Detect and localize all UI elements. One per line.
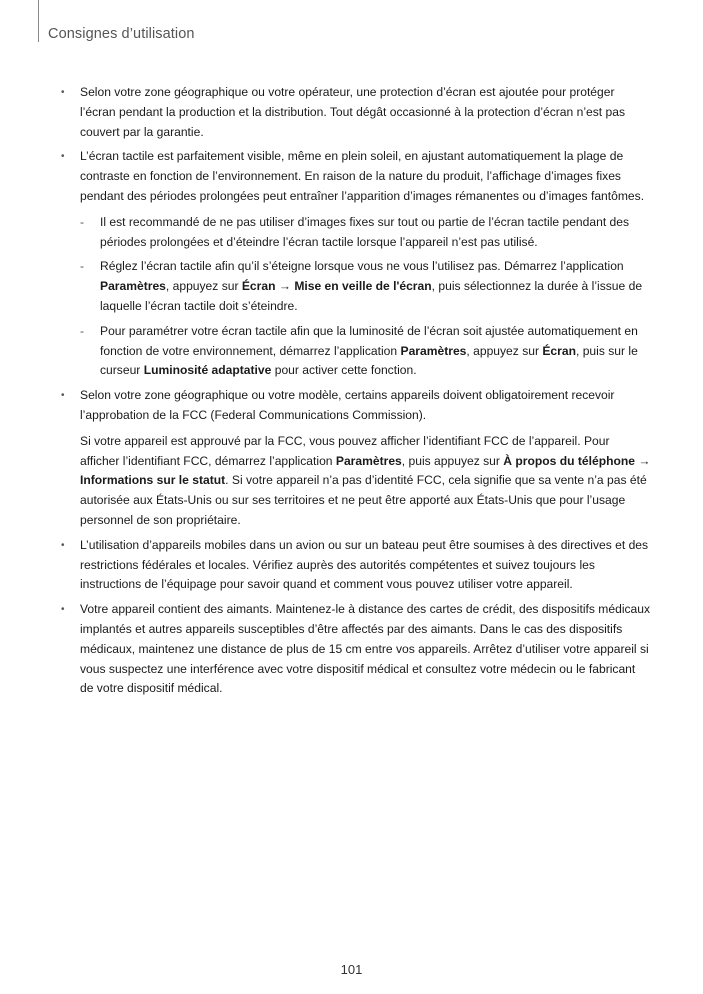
- sub-list-item: [80, 213, 652, 253]
- sub-list-item: [80, 257, 652, 316]
- document-body: [60, 83, 652, 704]
- bullet-marker: •: [61, 539, 65, 551]
- dash-marker: -: [80, 214, 85, 229]
- sub-list: [80, 213, 652, 381]
- text-segment: . Si votre appareil n’a pas d’identité FCC, cela signifie que sa vente n’a pas été autorisée aux États-Unis ou sur ses territoires et ne peut être apporté aux États-Unis que pour l’usage personnel de son propriétaire.: [80, 473, 647, 527]
- bold-term: Informations sur le statut: [80, 473, 226, 488]
- dash-marker: -: [80, 323, 85, 338]
- text-segment: L’utilisation d’appareils mobiles dans un avion ou sur un bateau peut être soumises à des directives et des restrictions fédérales et locales. Vérifiez auprès des autorités compétentes et suivez toujours les instructions de l’équipage pour savoir quand et comment vous pouvez utiliser votre appareil.: [80, 537, 649, 592]
- text-segment: →: [275, 279, 295, 294]
- text-segment: Il est recommandé de ne pas utiliser d’images fixes sur tout ou partie de l’écran tactile pendant des périodes prolongées et d’éteindre l’écran tactile lorsque l’appareil n’est pas utilisé.: [100, 214, 630, 249]
- text-segment: , puis appuyez sur: [401, 453, 504, 468]
- text-segment: , appuyez sur: [466, 343, 543, 358]
- bold-term: Paramètres: [335, 453, 402, 468]
- bold-term: Luminosité adaptative: [143, 363, 272, 378]
- text-segment: , puis sur le curseur: [100, 343, 638, 378]
- list-item: [60, 147, 652, 381]
- paragraph: [80, 147, 652, 206]
- text-segment: Réglez l’écran tactile afin qu’il s’éteigne lorsque vous ne vous l’utilisez pas. Démarrez l’application: [100, 259, 624, 274]
- bullet-marker: •: [61, 604, 65, 616]
- sub-list-item: [80, 322, 652, 381]
- bullet-marker: •: [61, 151, 65, 163]
- header-divider: [38, 0, 39, 42]
- bold-term: Paramètres: [100, 279, 166, 294]
- page-number: 101: [340, 962, 363, 977]
- dash-marker: -: [80, 259, 85, 274]
- list-item: [60, 386, 652, 531]
- text-segment: L’écran tactile est parfaitement visible, même en plein soleil, en ajustant automatiquement la plage de contraste en fonction de l’environnement. En raison de la nature du produit, l’affichage d’images fixes pendant des périodes prolongées peut entraîner l’apparition d’images rémanentes ou d’images fantômes.: [80, 149, 645, 203]
- paragraph: [80, 83, 652, 142]
- bullet-marker: •: [61, 390, 65, 402]
- list-item: [60, 83, 652, 142]
- bold-term: Mise en veille de l'écran: [294, 279, 432, 294]
- bullet-list: [60, 83, 652, 699]
- text-segment: Selon votre zone géographique ou votre modèle, certains appareils doivent obligatoirement recevoir l’approbation de la FCC (Federal Communications Commission).: [80, 388, 615, 422]
- bold-term: À propos du téléphone: [503, 453, 635, 468]
- text-segment: Votre appareil contient des aimants. Maintenez-le à distance des cartes de crédit, des dispositifs médicaux implantés et autres appareils susceptibles d’être affectés par des aimants. Dans le cas des dispositifs médicaux, maintenez une distance de plus de 15 cm entre vos appareils. Arrêtez d’utiliser votre appareil si vous suspectez une interférence avec votre dispositif médical et consultez votre médecin ou le fabricant de votre dispositif médical.: [80, 602, 651, 696]
- bold-term: Paramètres: [400, 343, 467, 358]
- list-item: [60, 600, 652, 699]
- paragraph: [80, 536, 652, 595]
- text-segment: , puis sélectionnez la durée à l’issue de laquelle l’écran tactile doit s’éteindre.: [100, 279, 643, 313]
- text-segment: , appuyez sur: [165, 279, 242, 294]
- bold-term: Écran: [542, 343, 576, 358]
- bullet-marker: •: [61, 87, 65, 98]
- text-segment: Selon votre zone géographique ou votre opérateur, une protection d’écran est ajoutée pour protéger l’écran pendant la production et la distribution. Tout dégât occasionné à la protection d’écran n’est pas couvert par la garantie.: [80, 85, 626, 139]
- paragraph: [80, 432, 652, 531]
- bold-term: Écran: [241, 279, 276, 294]
- paragraph: [80, 386, 652, 426]
- page-header-title: Consignes d’utilisation: [48, 26, 195, 42]
- text-segment: pour activer cette fonction.: [271, 363, 417, 378]
- paragraph: [80, 600, 652, 699]
- text-segment: Si votre appareil est approuvé par la FCC, vous pouvez afficher l’identifiant FCC de l’appareil. Pour afficher l’identifiant FCC, démarrez l’application: [80, 433, 610, 468]
- text-segment: Pour paramétrer votre écran tactile afin que la luminosité de l’écran soit ajustée automatiquement en fonction de votre environnement, démarrez l’application: [100, 323, 638, 358]
- text-segment: →: [634, 453, 651, 468]
- list-item: [60, 536, 652, 595]
